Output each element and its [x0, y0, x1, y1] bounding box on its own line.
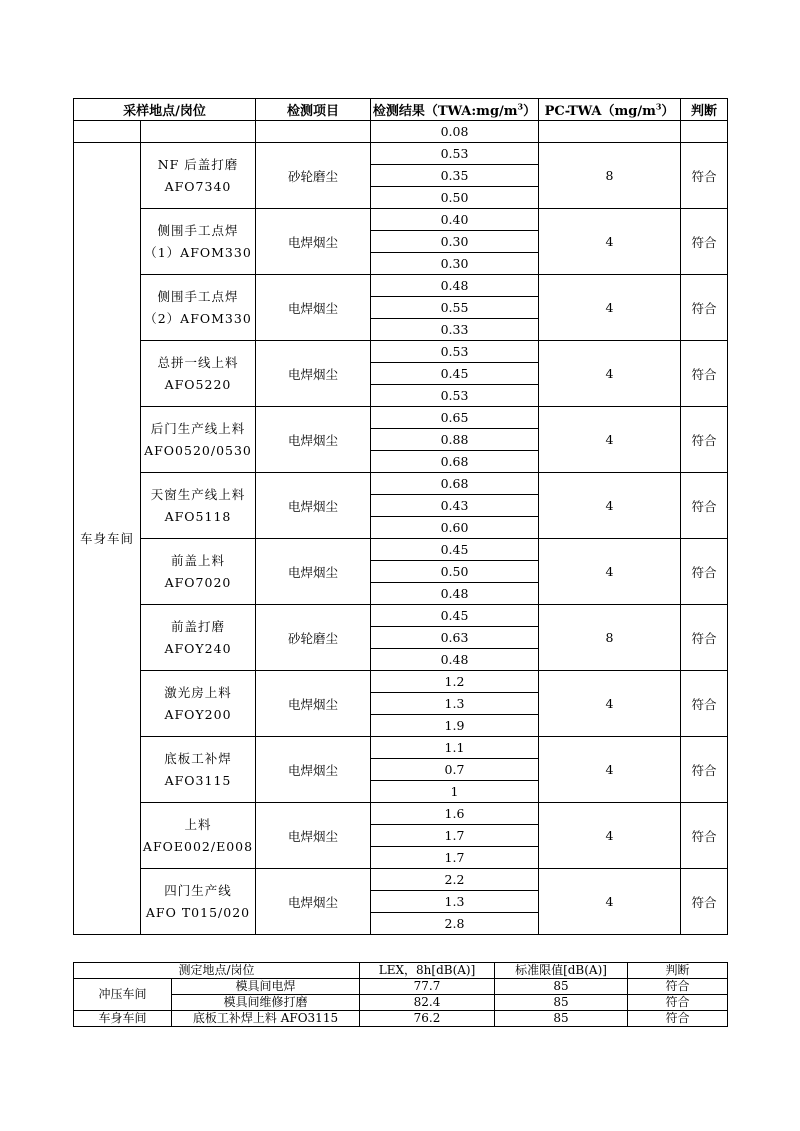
judge-cell: 符合: [681, 605, 728, 671]
dust-row: [74, 803, 728, 825]
site-cell: [141, 803, 256, 869]
header-limit: $PC-TWA(mg/m^3)$: [539, 99, 681, 121]
result-value: 1.6: [371, 803, 539, 825]
judge-cell: 符合: [681, 737, 728, 803]
dust-row: [74, 407, 728, 429]
judge-cell: 符合: [681, 473, 728, 539]
limit-cell: 4: [539, 473, 681, 539]
item-cell: 电焊烟尘: [256, 539, 371, 605]
judge-cell: 符合: [681, 341, 728, 407]
header-judge: 判断: [681, 99, 728, 121]
site-cell: [141, 737, 256, 803]
result-value: 1.3: [371, 891, 539, 913]
site-cell: [141, 473, 256, 539]
limit-cell: 4: [539, 341, 681, 407]
result-value: 2.8: [371, 913, 539, 935]
site-cell: [141, 869, 256, 935]
limit-cell: 4: [539, 275, 681, 341]
result-value: 0.55: [371, 297, 539, 319]
header-item: 检测项目: [256, 99, 371, 121]
limit-cell: 4: [539, 209, 681, 275]
site-cell: [141, 407, 256, 473]
carry-over-row: [74, 121, 728, 143]
dust-row: [74, 671, 728, 693]
site-name: 上料: [184, 816, 212, 832]
result-value: 1.7: [371, 847, 539, 869]
result-value: 0.33: [371, 319, 539, 341]
carry-over-value: 0.08: [371, 121, 539, 143]
site-code: （1）AFOM330: [144, 244, 252, 260]
dust-row: [74, 869, 728, 891]
judge-cell: 符合: [681, 671, 728, 737]
site-cell: [141, 275, 256, 341]
site-code: AFOY200: [164, 706, 232, 722]
noise-lex: 76.2: [360, 1011, 495, 1027]
item-cell: 电焊烟尘: [256, 473, 371, 539]
noise-post: 底板工补焊上料 AFO3115: [172, 1011, 360, 1027]
department-cell: 车身车间: [74, 143, 141, 935]
judge-cell: 符合: [681, 275, 728, 341]
noise-row: [74, 979, 728, 995]
result-value: 2.2: [371, 869, 539, 891]
site-code: AFO T015/020: [145, 904, 251, 920]
result-value: 0.45: [371, 363, 539, 385]
result-value: 0.7: [371, 759, 539, 781]
dust-results-table: [73, 98, 728, 935]
site-code: AFO5118: [164, 508, 232, 524]
noise-dept: 冲压车间: [74, 979, 172, 1011]
site-name: NF 后盖打磨: [157, 156, 239, 172]
limit-cell: 4: [539, 869, 681, 935]
result-value: 0.43: [371, 495, 539, 517]
noise-dept: 车身车间: [74, 1011, 172, 1027]
dust-header-row: [74, 99, 728, 121]
site-name: 总拼一线上料: [157, 354, 239, 370]
noise-row: [74, 1011, 728, 1027]
noise-lex: 82.4: [360, 995, 495, 1011]
result-value: 0.53: [371, 385, 539, 407]
result-value: 0.45: [371, 539, 539, 561]
result-value: 0.48: [371, 275, 539, 297]
site-code: AFO7020: [164, 574, 232, 590]
result-value: 1.1: [371, 737, 539, 759]
dust-row: [74, 275, 728, 297]
item-cell: 电焊烟尘: [256, 803, 371, 869]
site-name: 侧围手工点焊: [157, 288, 239, 304]
result-value: 1.3: [371, 693, 539, 715]
noise-row: [74, 995, 728, 1011]
noise-post: 模具间维修打磨: [172, 995, 360, 1011]
result-value: 1.9: [371, 715, 539, 737]
limit-cell: 8: [539, 143, 681, 209]
site-name: 激光房上料: [164, 684, 232, 700]
result-value: 0.60: [371, 517, 539, 539]
item-cell: 砂轮磨尘: [256, 605, 371, 671]
item-cell: 电焊烟尘: [256, 671, 371, 737]
noise-judge: 符合: [628, 1011, 728, 1027]
noise-limit: 85: [495, 1011, 628, 1027]
noise-post: 模具间电焊: [172, 979, 360, 995]
dust-row: [74, 605, 728, 627]
limit-cell: 4: [539, 803, 681, 869]
result-value: 1.7: [371, 825, 539, 847]
site-code: AFO3115: [164, 772, 232, 788]
result-value: 0.53: [371, 341, 539, 363]
judge-cell: 符合: [681, 803, 728, 869]
limit-cell: 8: [539, 605, 681, 671]
site-code: AFO7340: [164, 178, 232, 194]
result-value: 0.50: [371, 187, 539, 209]
limit-cell: 4: [539, 539, 681, 605]
result-value: 0.65: [371, 407, 539, 429]
judge-cell: 符合: [681, 869, 728, 935]
noise-header-lex: LEX，8h[dB(A)]: [360, 963, 495, 979]
dust-row: [74, 209, 728, 231]
result-value: 0.53: [371, 143, 539, 165]
site-code: （2）AFOM330: [144, 310, 252, 326]
dust-row: [74, 539, 728, 561]
site-name: 天窗生产线上料: [150, 486, 246, 502]
judge-cell: 符合: [681, 407, 728, 473]
result-value: 1: [371, 781, 539, 803]
noise-header-site: 测定地点/岗位: [74, 963, 360, 979]
dust-row: [74, 143, 728, 165]
noise-limit: 85: [495, 979, 628, 995]
item-cell: 电焊烟尘: [256, 275, 371, 341]
result-value: 0.88: [371, 429, 539, 451]
site-code: AFO5220: [164, 376, 232, 392]
noise-judge: 符合: [628, 979, 728, 995]
result-value: 0.68: [371, 451, 539, 473]
limit-cell: 4: [539, 407, 681, 473]
result-value: 0.48: [371, 583, 539, 605]
site-cell: [141, 605, 256, 671]
noise-limit: 85: [495, 995, 628, 1011]
item-cell: 电焊烟尘: [256, 407, 371, 473]
site-code: AFOE002/E008: [142, 838, 254, 854]
limit-cell: 4: [539, 671, 681, 737]
noise-header-row: [74, 963, 728, 979]
site-code: AFOY240: [164, 640, 232, 656]
site-name: 前盖上料: [170, 552, 225, 568]
item-cell: 电焊烟尘: [256, 737, 371, 803]
site-name: 前盖打磨: [170, 618, 225, 634]
item-cell: 电焊烟尘: [256, 209, 371, 275]
result-value: 1.2: [371, 671, 539, 693]
header-site: 采样地点/岗位: [74, 99, 256, 121]
result-value: 0.40: [371, 209, 539, 231]
site-name: 后门生产线上料: [150, 420, 246, 436]
dust-row: [74, 341, 728, 363]
noise-lex: 77.7: [360, 979, 495, 995]
site-name: 底板工补焊: [164, 750, 232, 766]
result-value: 0.30: [371, 231, 539, 253]
item-cell: 电焊烟尘: [256, 869, 371, 935]
site-cell: [141, 209, 256, 275]
site-name: 四门生产线: [164, 882, 232, 898]
site-code: AFO0520/0530: [144, 442, 252, 458]
result-value: 0.30: [371, 253, 539, 275]
result-value: 0.50: [371, 561, 539, 583]
result-value: 0.35: [371, 165, 539, 187]
result-value: 0.68: [371, 473, 539, 495]
judge-cell: 符合: [681, 209, 728, 275]
site-cell: [141, 671, 256, 737]
site-cell: [141, 143, 256, 209]
dust-row: [74, 473, 728, 495]
item-cell: 电焊烟尘: [256, 341, 371, 407]
site-name: 侧围手工点焊: [157, 222, 239, 238]
judge-cell: 符合: [681, 143, 728, 209]
dust-row: [74, 737, 728, 759]
item-cell: 砂轮磨尘: [256, 143, 371, 209]
noise-judge: 符合: [628, 995, 728, 1011]
noise-header-limit: 标准限值[dB(A)]: [495, 963, 628, 979]
result-value: 0.45: [371, 605, 539, 627]
judge-cell: 符合: [681, 539, 728, 605]
limit-cell: 4: [539, 737, 681, 803]
site-cell: [141, 539, 256, 605]
header-result: 检测结果$(TWA:mg/m^3)$: [371, 99, 539, 121]
noise-results-table: [73, 962, 728, 1027]
dust-table-body: [74, 121, 728, 935]
site-cell: [141, 341, 256, 407]
noise-header-judge: 判断: [628, 963, 728, 979]
result-value: 0.63: [371, 627, 539, 649]
result-value: 0.48: [371, 649, 539, 671]
